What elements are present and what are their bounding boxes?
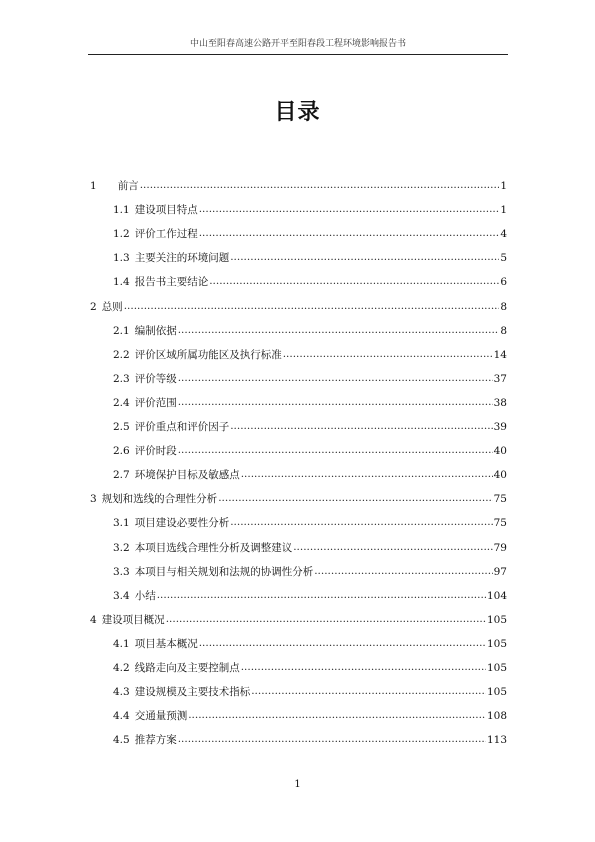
toc-title: 前言 xyxy=(117,180,139,192)
toc-page-number: 75 xyxy=(493,517,507,530)
toc-title: 交通量预测 xyxy=(134,710,188,723)
toc-leader-dots xyxy=(124,298,500,314)
toc-leader-dots xyxy=(188,707,486,723)
toc-section-row[interactable] xyxy=(113,732,507,748)
toc-title: 环境保护目标及敏感点 xyxy=(134,469,240,482)
toc-leader-dots xyxy=(178,370,493,386)
toc-title: 推荐方案 xyxy=(134,734,177,747)
toc-page-number: 14 xyxy=(493,348,507,361)
toc-page-number: 113 xyxy=(486,734,507,747)
toc-number: 1.1 xyxy=(113,204,130,217)
toc-title: 评价工作过程 xyxy=(134,228,198,241)
toc-number: 3.1 xyxy=(113,517,130,530)
toc-leader-dots xyxy=(199,201,500,217)
toc-number: 2.7 xyxy=(113,469,130,482)
toc-number: 1 xyxy=(90,180,97,192)
toc-title: 线路走向及主要控制点 xyxy=(134,662,240,674)
toc-leader-dots xyxy=(218,490,492,506)
toc-number: 2.5 xyxy=(113,421,130,433)
toc-leader-dots xyxy=(199,225,500,241)
toc-number: 1.4 xyxy=(113,276,130,289)
toc-leader-dots xyxy=(283,346,493,362)
toc-title: 建设项目特点 xyxy=(134,204,198,217)
toc-title: 本项目选线合理性分析及调整建议 xyxy=(134,541,293,554)
toc-section-row[interactable] xyxy=(113,636,507,652)
toc-title: 评价区域所属功能区及执行标准 xyxy=(134,348,282,361)
toc-page-number: 40 xyxy=(493,469,507,482)
page-number: 1 xyxy=(294,779,301,790)
toc-title: 评价等级 xyxy=(134,372,177,385)
toc-number: 2.3 xyxy=(113,372,130,385)
toc-page-number: 105 xyxy=(486,662,507,674)
toc-title: 建设项目概况 xyxy=(101,613,165,626)
toc-section-row[interactable] xyxy=(113,323,507,339)
toc-title: 总则 xyxy=(101,300,123,313)
toc-leader-dots xyxy=(199,635,486,651)
toc-title: 项目基本概况 xyxy=(134,637,198,650)
toc-leader-dots xyxy=(293,539,492,555)
toc-leader-dots xyxy=(178,442,493,458)
toc-section-row[interactable] xyxy=(113,250,507,266)
toc-number: 1.2 xyxy=(113,228,130,241)
toc-page-number: 37 xyxy=(493,372,507,385)
toc-section-row[interactable] xyxy=(113,347,507,363)
toc-page-number: 1 xyxy=(500,180,507,192)
toc-section-row[interactable] xyxy=(113,467,507,483)
toc-leader-dots xyxy=(178,394,493,410)
toc-section-row[interactable] xyxy=(113,564,507,580)
toc-section-row[interactable] xyxy=(113,274,507,290)
toc-page-number: 40 xyxy=(493,445,507,458)
toc-leader-dots xyxy=(251,683,486,699)
toc-leader-dots xyxy=(230,418,492,434)
toc-title: 项目建设必要性分析 xyxy=(134,517,230,530)
toc-title: 本项目与相关规划和法规的协调性分析 xyxy=(134,565,314,578)
toc-number: 4.1 xyxy=(113,637,130,650)
toc-title: 规划和选线的合理性分析 xyxy=(101,493,218,506)
toc-number: 4.5 xyxy=(113,734,130,747)
toc-page-number: 105 xyxy=(486,637,507,650)
toc-leader-dots xyxy=(166,611,486,627)
toc-leader-dots xyxy=(140,177,500,193)
toc-page-number: 79 xyxy=(493,541,507,554)
toc-page-number: 8 xyxy=(500,324,507,337)
toc-leader-dots xyxy=(230,514,492,530)
header-divider xyxy=(88,54,508,55)
toc-section-row[interactable] xyxy=(113,515,507,531)
toc-number: 2.4 xyxy=(113,396,130,409)
toc-number: 4.3 xyxy=(113,686,130,699)
running-header: 中山至阳春高速公路开平至阳春段工程环境影响报告书 xyxy=(189,39,406,49)
toc-chapter-row[interactable] xyxy=(90,178,507,194)
toc-section-row[interactable] xyxy=(113,419,507,435)
toc-title: 建设规模及主要技术指标 xyxy=(134,686,251,699)
page-title: 目录 xyxy=(274,100,321,125)
toc-number: 3.2 xyxy=(113,541,130,554)
toc-page-number: 6 xyxy=(500,276,507,289)
toc-page-number: 4 xyxy=(500,228,507,241)
toc-page-number: 39 xyxy=(493,421,507,433)
toc-leader-dots xyxy=(209,273,499,289)
toc-number: 4.2 xyxy=(113,662,130,674)
toc-page-number: 38 xyxy=(493,396,507,409)
toc-leader-dots xyxy=(241,466,493,482)
toc-number: 2.6 xyxy=(113,445,130,458)
toc-section-row[interactable] xyxy=(113,708,507,724)
toc-title: 评价范围 xyxy=(134,396,177,409)
toc-page-number: 1 xyxy=(500,204,507,217)
toc-leader-dots xyxy=(230,249,499,265)
toc-number: 2.2 xyxy=(113,348,130,361)
toc-leader-dots xyxy=(178,731,486,747)
toc-number: 2 xyxy=(90,300,97,313)
toc-leader-dots xyxy=(157,587,486,603)
toc-section-row[interactable] xyxy=(113,660,507,676)
toc-number: 4.4 xyxy=(113,710,130,723)
toc-leader-dots xyxy=(178,322,500,338)
toc-section-row[interactable] xyxy=(113,588,507,604)
toc-number: 4 xyxy=(90,613,97,626)
toc-page-number: 105 xyxy=(486,613,507,626)
toc-page-number: 75 xyxy=(493,493,507,506)
toc-number: 2.1 xyxy=(113,324,130,337)
toc-chapter-row[interactable] xyxy=(90,491,507,507)
toc-leader-dots xyxy=(314,563,492,579)
toc-section-row[interactable] xyxy=(113,395,507,411)
toc-page-number: 97 xyxy=(493,565,507,578)
toc-leader-dots xyxy=(241,659,486,675)
toc-number: 3 xyxy=(90,493,97,506)
toc-section-row[interactable] xyxy=(113,443,507,459)
toc-number: 3.4 xyxy=(113,589,130,602)
toc-title: 评价重点和评价因子 xyxy=(134,421,230,433)
toc-section-row[interactable] xyxy=(113,540,507,556)
toc-chapter-row[interactable] xyxy=(90,612,507,628)
toc-section-row[interactable] xyxy=(113,202,507,218)
toc-number: 3.3 xyxy=(113,565,130,578)
toc-title: 报告书主要结论 xyxy=(134,276,209,289)
toc-title: 小结 xyxy=(134,589,156,602)
toc-number: 1.3 xyxy=(113,252,130,265)
toc-title: 主要关注的环境问题 xyxy=(134,252,230,265)
toc-section-row[interactable] xyxy=(113,371,507,387)
toc-title: 编制依据 xyxy=(134,324,177,337)
toc-page-number: 105 xyxy=(486,686,507,699)
toc-section-row[interactable] xyxy=(113,684,507,700)
toc-chapter-row[interactable] xyxy=(90,299,507,315)
toc-page-number: 108 xyxy=(486,710,507,723)
toc-section-row[interactable] xyxy=(113,226,507,242)
table-of-contents xyxy=(0,178,595,768)
toc-page-number: 8 xyxy=(500,300,507,313)
toc-page-number: 104 xyxy=(486,589,507,602)
toc-title: 评价时段 xyxy=(134,445,177,458)
toc-page-number: 5 xyxy=(500,252,507,265)
